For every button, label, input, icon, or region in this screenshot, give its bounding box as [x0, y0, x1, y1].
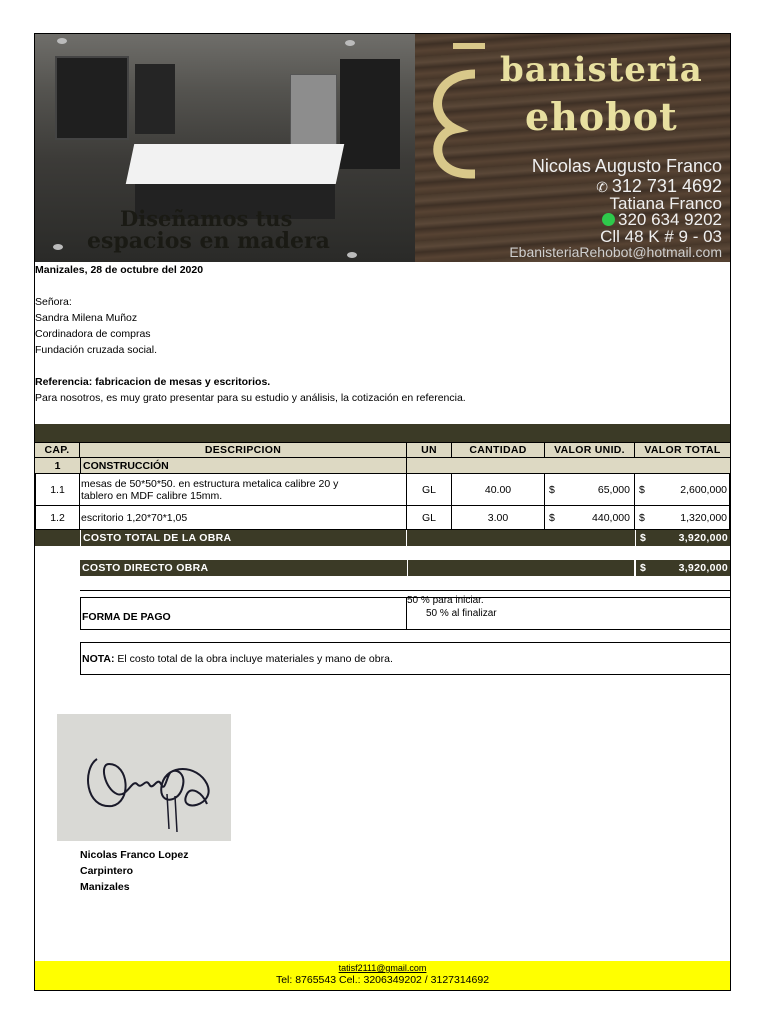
contact-email: EbanisteriaRehobot@hotmail.com	[509, 244, 722, 260]
note	[81, 643, 393, 674]
footer-phones: Tel: 8765543 Cel.: 3206349202 / 3127314692	[275, 974, 490, 986]
phone-icon: ✆	[596, 179, 612, 195]
unit-value: 440,000	[592, 511, 630, 524]
header-valor-unid: VALOR UNID.	[545, 443, 635, 457]
row-description: escritorio 1,20*70*1,05	[80, 506, 407, 529]
payment-label: FORMA DE PAGO	[81, 598, 407, 629]
signer-role: Carpintero	[80, 865, 134, 877]
total-value: 1,320,000	[680, 511, 727, 524]
currency-symbol: $	[640, 562, 647, 574]
row-total-value	[635, 474, 730, 505]
row-unit-value	[545, 506, 635, 529]
payment-row	[80, 595, 730, 630]
recipient-role: Cordinadora de compras	[35, 328, 151, 340]
reference-label: Referencia:	[35, 376, 93, 388]
table-row	[35, 506, 730, 530]
payment-term-2: 50 % al finalizar	[426, 608, 497, 619]
direct-cost-value: 3,920,000	[678, 562, 728, 574]
phone-2-text: 320 634 9202	[618, 210, 722, 229]
total-amount-value: 3,920,000	[678, 532, 728, 544]
salutation: Señora:	[35, 296, 72, 308]
signer-city: Manizales	[80, 881, 130, 893]
brand-title-line1: banisteria	[500, 50, 703, 90]
phone-1-text: 312 731 4692	[611, 176, 722, 196]
reference-text: fabricacion de mesas y escritorios.	[95, 376, 271, 388]
contact-name-2: Tatiana Franco	[609, 194, 722, 213]
header-valor-total: VALOR TOTAL	[644, 444, 721, 456]
row-quantity: 40.00	[452, 474, 545, 505]
tagline-1: Diseñamos tus	[120, 206, 293, 231]
currency-symbol: $	[639, 483, 645, 496]
row-unit: GL	[407, 506, 452, 529]
row-description-line2: tablero en MDF calibre 15mm.	[81, 489, 223, 502]
row-cap: 1.1	[35, 474, 80, 505]
currency-symbol: $	[549, 483, 555, 496]
tagline-2: espacios en madera	[87, 228, 330, 254]
kitchen-photo	[35, 34, 415, 262]
row-unit-value	[545, 474, 635, 505]
spacer-row	[80, 590, 730, 598]
footer-bar	[35, 961, 730, 990]
direct-cost-row	[35, 560, 730, 576]
footer-email-link[interactable]: tatisf2111@gmail.com	[338, 963, 427, 973]
row-cap: 1.2	[35, 506, 80, 529]
section-row	[35, 458, 730, 474]
row-unit: GL	[407, 474, 452, 505]
signer-name: Nicolas Franco Lopez	[80, 849, 189, 861]
direct-cost-band	[408, 560, 634, 576]
note-text: El costo total de la obra incluye materiales y mano de obra.	[114, 652, 393, 665]
row-quantity: 3.00	[452, 506, 545, 529]
whatsapp-icon	[602, 213, 615, 226]
total-row	[35, 530, 730, 546]
recipient-name: Sandra Milena Muñoz	[35, 312, 138, 324]
reference-line	[35, 376, 270, 389]
wood-panel	[415, 34, 730, 262]
letter-date: Manizales, 28 de octubre del 2020	[35, 264, 204, 276]
total-value: 2,600,000	[680, 483, 727, 496]
payment-term-1: 50 % para iniciar.	[407, 595, 484, 606]
row-description-line1: mesas de 50*50*50. en estructura metalica calibre 20 y	[81, 477, 339, 490]
table-header	[35, 442, 730, 458]
header-cantidad: CANTIDAD	[452, 443, 545, 457]
header-cap: CAP.	[35, 443, 80, 457]
total-label: COSTO TOTAL DE LA OBRA	[80, 530, 407, 546]
recipient-org: Fundación cruzada social.	[35, 344, 157, 356]
direct-cost-amount	[636, 560, 730, 576]
signature-image	[57, 714, 231, 841]
currency-symbol: $	[639, 511, 645, 524]
note-row	[80, 642, 730, 675]
brand-title-line2: ehobot	[525, 94, 678, 139]
header-descripcion: DESCRIPCION	[80, 443, 407, 457]
handwritten-signature	[57, 714, 231, 841]
header-un: UN	[407, 443, 452, 457]
row-total-value	[635, 506, 730, 529]
contact-address: Cll 48 K # 9 - 03	[600, 227, 722, 246]
section-band	[407, 458, 730, 473]
intro-text: Para nosotros, es muy grato presentar para su estudio y análisis, la cotización en referencia.	[35, 392, 466, 404]
row-description	[80, 474, 407, 505]
contact-name: Nicolas Augusto Franco	[531, 156, 722, 176]
table-row	[35, 474, 730, 506]
direct-cost-label: COSTO DIRECTO OBRA	[80, 560, 407, 576]
header-banner	[35, 34, 730, 262]
section-title: CONSTRUCCIÓN	[80, 458, 407, 473]
unit-value: 65,000	[597, 483, 630, 496]
total-amount	[635, 530, 730, 546]
table-top-band	[35, 424, 730, 442]
section-cap: 1	[35, 458, 80, 473]
currency-symbol: $	[640, 532, 647, 544]
note-label: NOTA:	[82, 652, 115, 665]
currency-symbol: $	[549, 511, 555, 524]
